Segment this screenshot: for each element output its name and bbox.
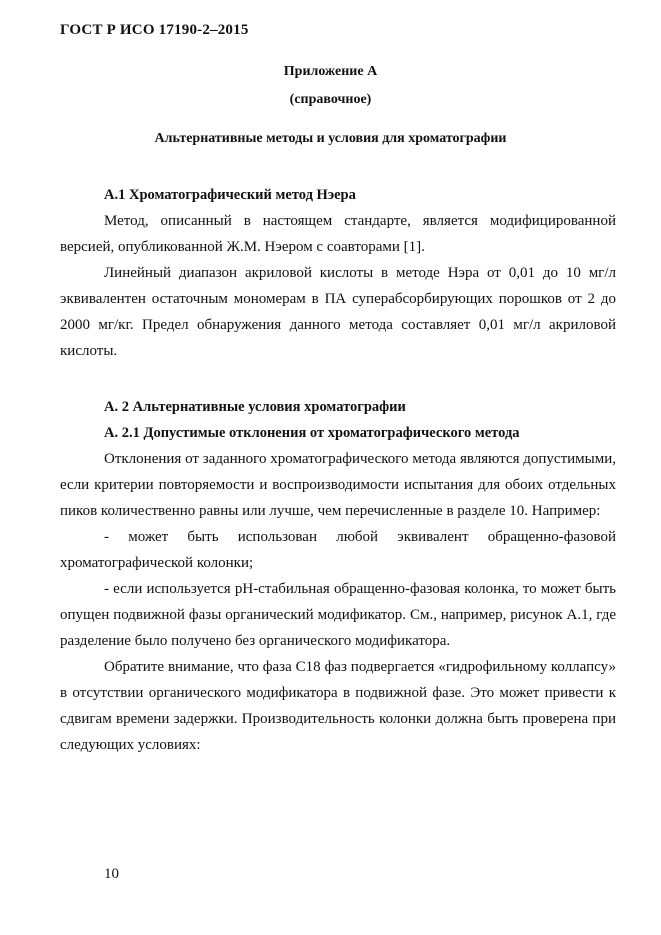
section-a1 [60, 182, 616, 364]
section-a1-paragraph: Линейный диапазон акриловой кислоты в методе Нэра от 0,01 до 10 мг/л эквивалентен остаточным мономерам в ПА суперабсорбирующих порошков от 2 до 2000 мг/кг. Предел обнаружения данного метода составляет 0,01 мг/л акриловой кислоты. [60, 265, 616, 359]
page-number: 10 [104, 866, 119, 882]
section-a2-subheading: А. 2.1 Допустимые отклонения от хроматографического метода [104, 425, 520, 441]
section-a1-paragraph: Метод, описанный в настоящем стандарте, является модифицированной версией, опубликованной Ж.М. Нэером с соавторами [1]. [60, 213, 616, 255]
appendix-label: Приложение А [283, 64, 378, 79]
appendix-type: (справочное) [289, 92, 372, 107]
section-a2-bullet: - если используется pH-стабильная обращенно-фазовая колонка, то может быть опущен подвижной фазы органический модификатор. См., например, рисунок А.1, где разделение было получено без органического модификатора. [60, 581, 616, 649]
section-a1-heading: А.1 Хроматографический метод Нэера [104, 187, 356, 203]
appendix-title: Альтернативные методы и условия для хроматографии [154, 131, 507, 146]
section-a2-bullet: - может быть использован любой эквивалент обращенно-фазовой хроматографической колонки; [60, 529, 616, 571]
section-a2-heading: А. 2 Альтернативные условия хроматографии [104, 399, 406, 415]
section-a2-intro: Отклонения от заданного хроматографического метода являются допустимыми, если критерии повторяемости и воспроизводимости испытания для обоих отдельных пиков количественно равны или лучше, чем перечисленные в разделе 10. Например: [60, 451, 616, 519]
section-a2 [60, 394, 616, 758]
standard-header: ГОСТ Р ИСО 17190-2–2015 [60, 22, 249, 38]
section-a2-note: Обратите внимание, что фаза С18 фаз подвергается «гидрофильному коллапсу» в отсутствии органического модификатора в подвижной фазе. Это может привести к сдвигам времени задержки. Производительность колонки должна быть проверена при следующих условиях: [60, 659, 616, 753]
